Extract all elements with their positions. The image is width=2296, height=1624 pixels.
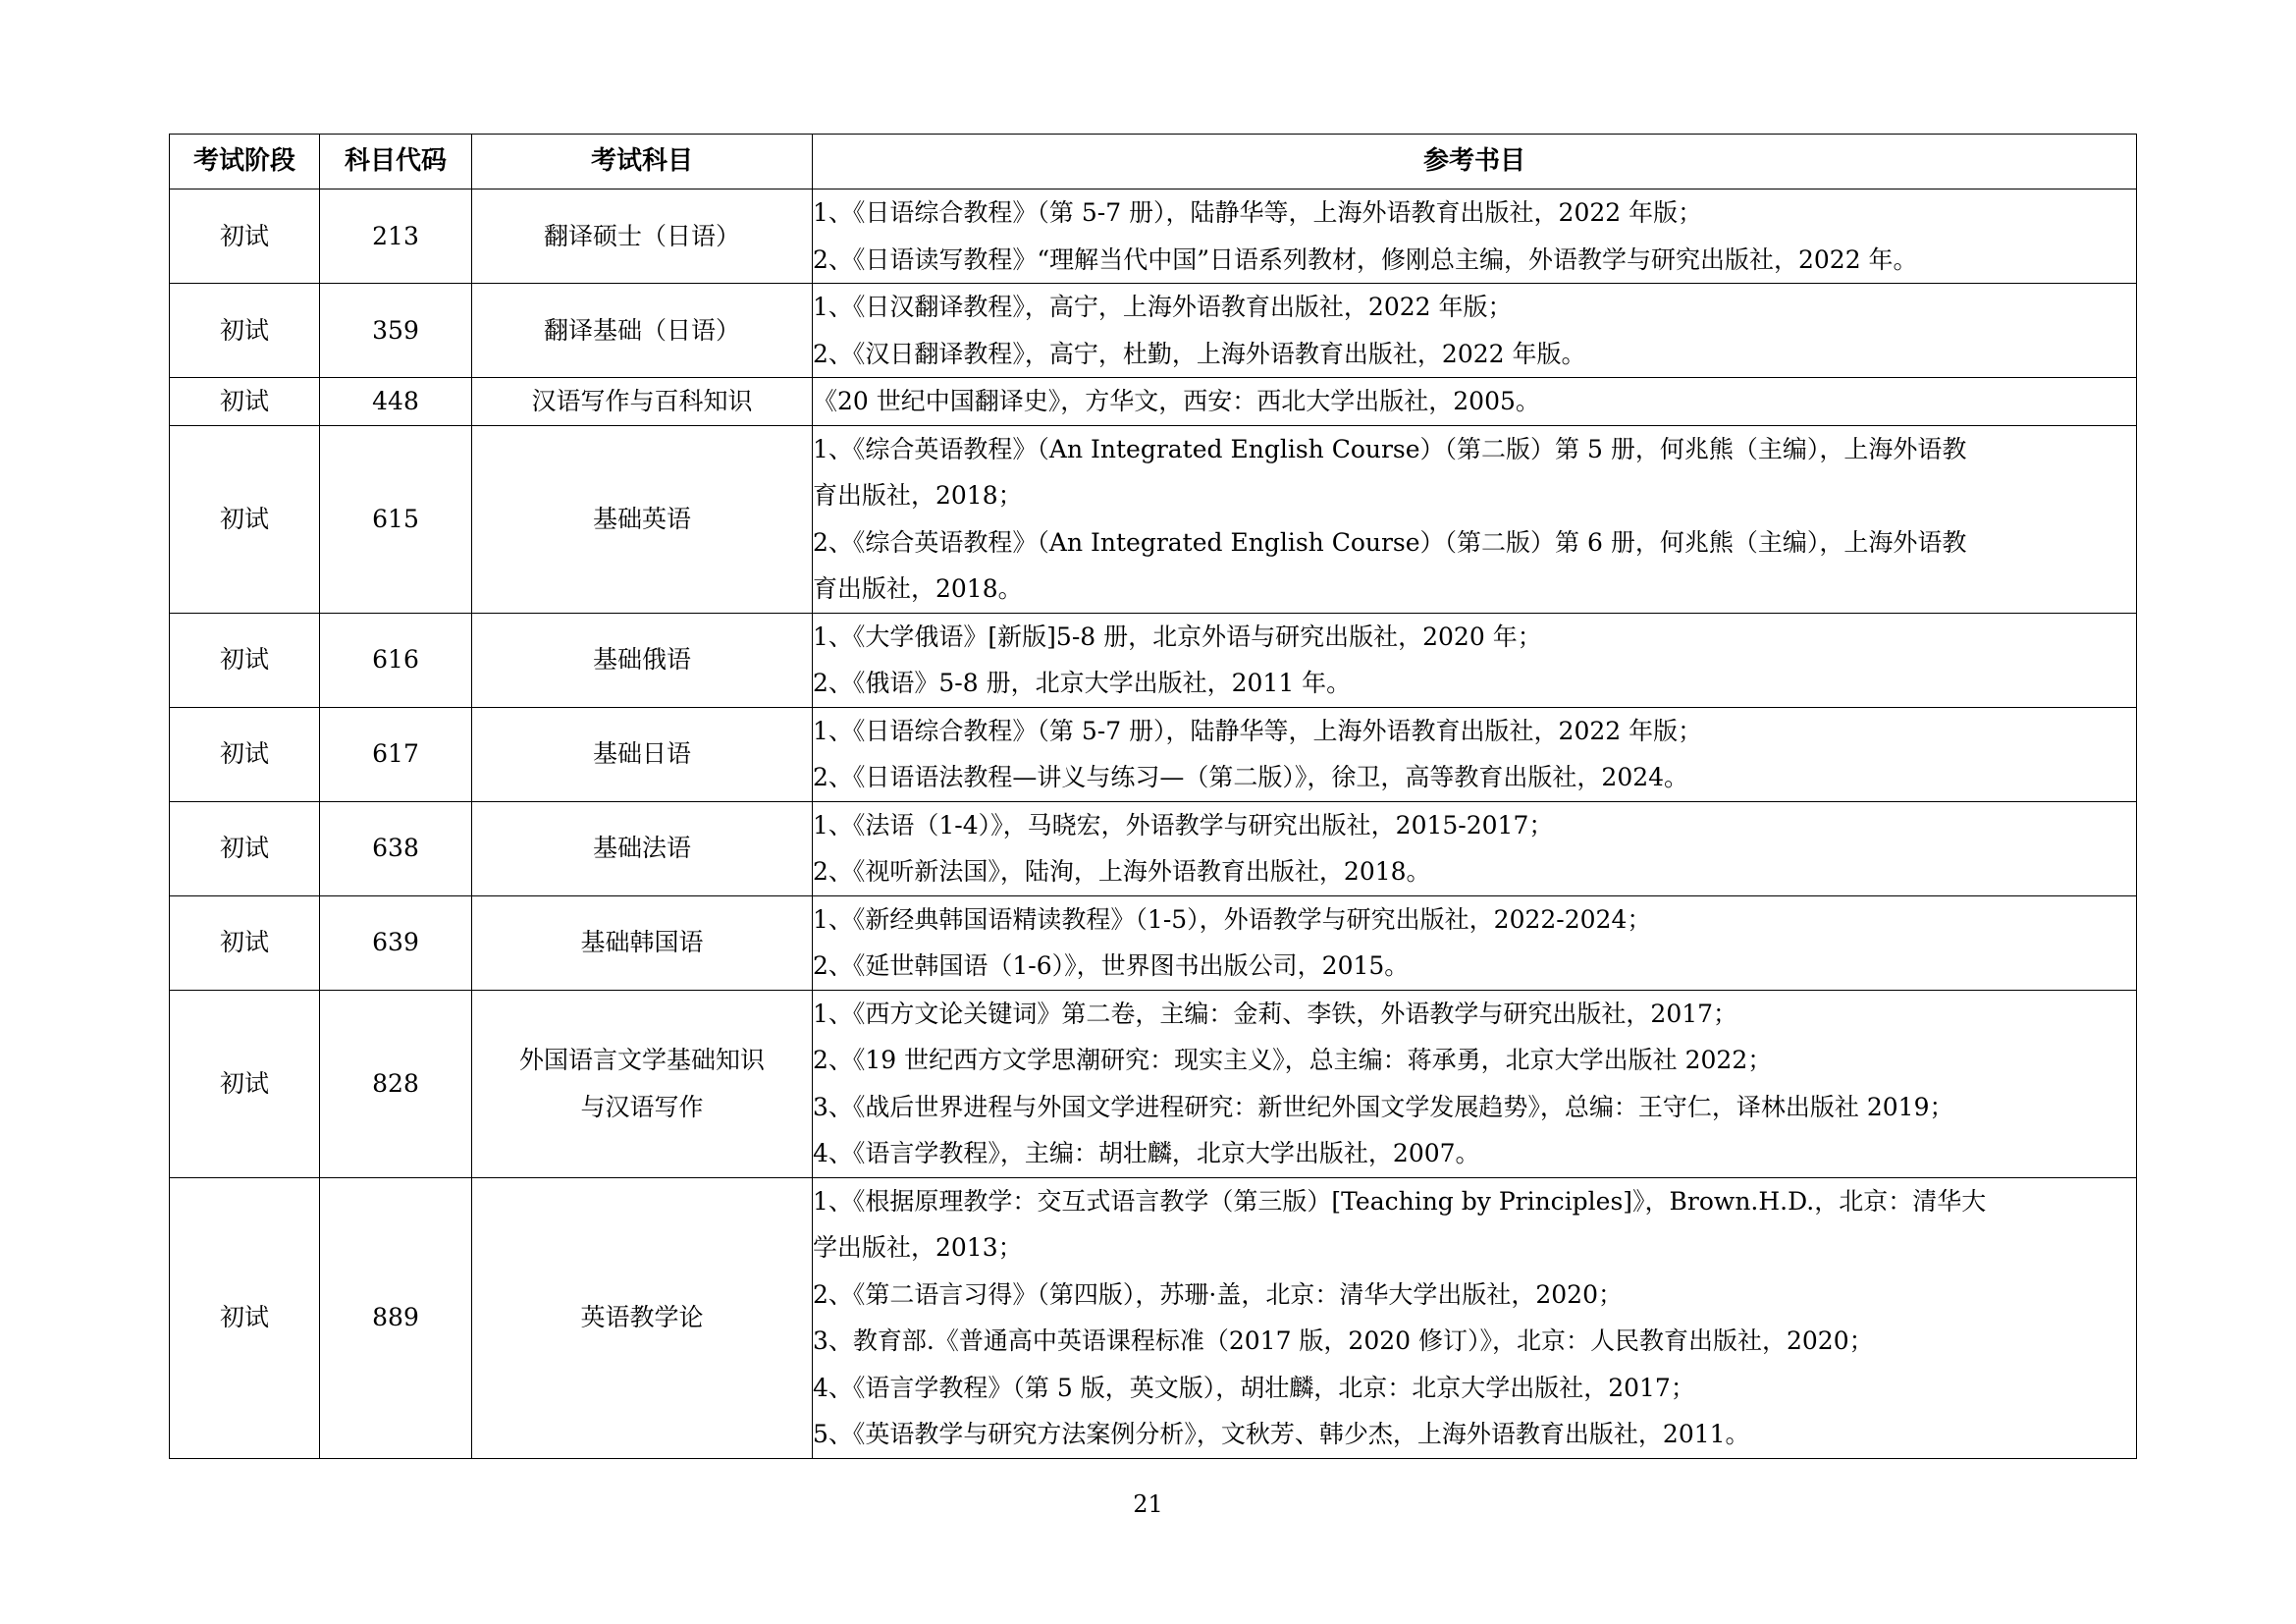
table-row <box>170 801 2137 895</box>
header-reference-books: 参考书目 <box>813 135 2137 189</box>
reference-books-cell <box>813 801 2137 895</box>
exam-subject-cell <box>472 895 813 990</box>
subject-code-cell: 213 <box>320 189 472 284</box>
exam-stage-cell: 初试 <box>170 378 320 426</box>
exam-subject-line: 翻译硕士（日语） <box>543 221 740 250</box>
exam-subject-cell <box>472 189 813 284</box>
table-row <box>170 378 2137 426</box>
subject-code-cell: 359 <box>320 284 472 378</box>
reference-book-line: 1、《日语综合教程》（第 5-7 册），陆静华等，上海外语教育出版社，2022 年版； <box>813 198 1703 227</box>
reference-books-cell <box>813 425 2137 613</box>
exam-stage-cell: 初试 <box>170 425 320 613</box>
reference-book-line: 1、《大学俄语》[新版]5-8 册，北京外语与研究出版社，2020 年； <box>813 622 1542 651</box>
subject-code-cell: 615 <box>320 425 472 613</box>
page-number: 21 <box>1133 1490 1163 1518</box>
table-row <box>170 1177 2137 1458</box>
reference-books-cell <box>813 284 2137 378</box>
reference-book-line: 2、《汉日翻译教程》，高宁，杜勤，上海外语教育出版社，2022 年版。 <box>813 339 1586 368</box>
table-body <box>170 189 2137 1459</box>
exam-subject-line: 英语教学论 <box>580 1303 704 1332</box>
reference-books-cell <box>813 707 2137 801</box>
reference-book-line: 2、《日语语法教程—讲义与练习—（第二版）》，徐卫，高等教育出版社，2024。 <box>813 763 1689 791</box>
reference-book-line: 1、《法语（1-4）》，马晓宏，外语教学与研究出版社，2015-2017； <box>813 810 1554 839</box>
reference-book-line: 1、《西方文论关键词》第二卷，主编：金莉、李铁，外语教学与研究出版社，2017； <box>813 999 1738 1028</box>
reference-book-line: 《20 世纪中国翻译史》，方华文，西安：西北大学出版社，2005。 <box>813 387 1540 415</box>
reference-book-line: 2、《19 世纪西方文学思潮研究：现实主义》，总主编：蒋承勇，北京大学出版社 2022； <box>813 1046 1773 1074</box>
reference-books-cell <box>813 613 2137 707</box>
table-row <box>170 990 2137 1177</box>
reference-book-line: 3、教育部.《普通高中英语课程标准（2017 版，2020 修订）》，北京：人民教育出版社，2020； <box>813 1326 1874 1355</box>
exam-subject-line: 基础法语 <box>592 834 691 863</box>
header-exam-subject: 考试科目 <box>472 135 813 189</box>
reference-book-line: 2、《日语读写教程》“理解当代中国”日语系列教材，修刚总主编，外语教学与研究出版社，2022 年。 <box>813 244 1918 274</box>
table-row <box>170 613 2137 707</box>
exam-subject-cell <box>472 378 813 426</box>
table-row <box>170 707 2137 801</box>
exam-subject-cell <box>472 990 813 1177</box>
exam-stage-cell: 初试 <box>170 895 320 990</box>
subject-code-cell: 639 <box>320 895 472 990</box>
reference-book-line: 2、《第二语言习得》（第四版），苏珊·盖，北京：清华大学出版社，2020； <box>813 1279 1623 1309</box>
table-row <box>170 284 2137 378</box>
reference-book-line: 2、《视听新法国》，陆洵，上海外语教育出版社，2018。 <box>813 857 1431 886</box>
reference-book-line: 1、《日汉翻译教程》，高宁，上海外语教育出版社，2022 年版； <box>813 293 1513 321</box>
exam-stage-cell: 初试 <box>170 707 320 801</box>
reference-books-cell <box>813 189 2137 284</box>
reference-book-line: 学出版社，2013； <box>813 1233 1023 1262</box>
reference-book-line: 4、《语言学教程》，主编：胡壮麟，北京大学出版社，2007。 <box>813 1139 1480 1167</box>
exam-subject-cell <box>472 613 813 707</box>
exam-subject-line: 汉语写作与百科知识 <box>531 387 753 415</box>
exam-stage-cell: 初试 <box>170 801 320 895</box>
subject-code-cell: 638 <box>320 801 472 895</box>
subject-code-cell: 828 <box>320 990 472 1177</box>
table-row <box>170 895 2137 990</box>
reference-book-line: 1、《综合英语教程》（An Integrated English Course）（第二版）第 5 册，何兆熊（主编），上海外语教 <box>813 434 1967 463</box>
exam-subject-line: 外国语言文学基础知识 <box>518 1046 765 1074</box>
exam-subject-line: 基础日语 <box>592 739 691 769</box>
reference-books-cell <box>813 990 2137 1177</box>
exam-subject-line: 与汉语写作 <box>580 1092 704 1121</box>
header-subject-code: 科目代码 <box>320 135 472 189</box>
subject-code-cell: 889 <box>320 1177 472 1458</box>
header-exam-stage: 考试阶段 <box>170 135 320 189</box>
exam-stage-cell: 初试 <box>170 990 320 1177</box>
table-row <box>170 189 2137 284</box>
reference-book-line: 1、《根据原理教学：交互式语言教学（第三版）[Teaching by Principles]》，Brown.H.D.，北京：清华大 <box>813 1186 1987 1216</box>
exam-subject-line: 翻译基础（日语） <box>543 315 740 345</box>
reference-book-line: 2、《综合英语教程》（An Integrated English Course）（第二版）第 6 册，何兆熊（主编），上海外语教 <box>813 527 1967 557</box>
reference-book-line: 2、《俄语》5-8 册，北京大学出版社，2011 年。 <box>813 669 1352 697</box>
exam-stage-cell: 初试 <box>170 1177 320 1458</box>
exam-subject-line: 基础俄语 <box>592 645 691 675</box>
reference-books-table <box>169 134 2137 1459</box>
reference-book-line: 育出版社，2018。 <box>813 574 1023 603</box>
exam-subject-cell <box>472 801 813 895</box>
reference-book-line: 3、《战后世界进程与外国文学进程研究：新世纪外国文学发展趋势》，总编：王守仁，译林出版社 2019； <box>813 1092 1954 1121</box>
exam-subject-cell <box>472 284 813 378</box>
table-header-row <box>170 135 2137 189</box>
subject-code-cell: 616 <box>320 613 472 707</box>
table-row <box>170 425 2137 613</box>
reference-books-cell <box>813 1177 2137 1458</box>
subject-code-cell: 617 <box>320 707 472 801</box>
subject-code-cell: 448 <box>320 378 472 426</box>
reference-book-line: 2、《延世韩国语（1-6）》，世界图书出版公司，2015。 <box>813 951 1410 980</box>
exam-subject-line: 基础英语 <box>592 504 691 533</box>
reference-book-line: 1、《新经典韩国语精读教程》（1-5），外语教学与研究出版社，2022-2024； <box>813 904 1652 934</box>
reference-book-line: 4、《语言学教程》（第 5 版，英文版），胡壮麟，北京：北京大学出版社，2017； <box>813 1373 1695 1402</box>
exam-stage-cell: 初试 <box>170 284 320 378</box>
exam-subject-cell <box>472 1177 813 1458</box>
exam-subject-cell <box>472 425 813 613</box>
exam-stage-cell: 初试 <box>170 189 320 284</box>
reference-books-cell <box>813 378 2137 426</box>
reference-book-line: 1、《日语综合教程》（第 5-7 册），陆静华等，上海外语教育出版社，2022 年版； <box>813 716 1703 745</box>
exam-subject-cell <box>472 707 813 801</box>
reference-book-line: 育出版社，2018； <box>813 481 1023 510</box>
reference-books-cell <box>813 895 2137 990</box>
exam-subject-line: 基础韩国语 <box>580 928 704 957</box>
exam-stage-cell: 初试 <box>170 613 320 707</box>
reference-book-line: 5、《英语教学与研究方法案例分析》，文秋芳、韩少杰，上海外语教育出版社，2011。 <box>813 1420 1750 1448</box>
